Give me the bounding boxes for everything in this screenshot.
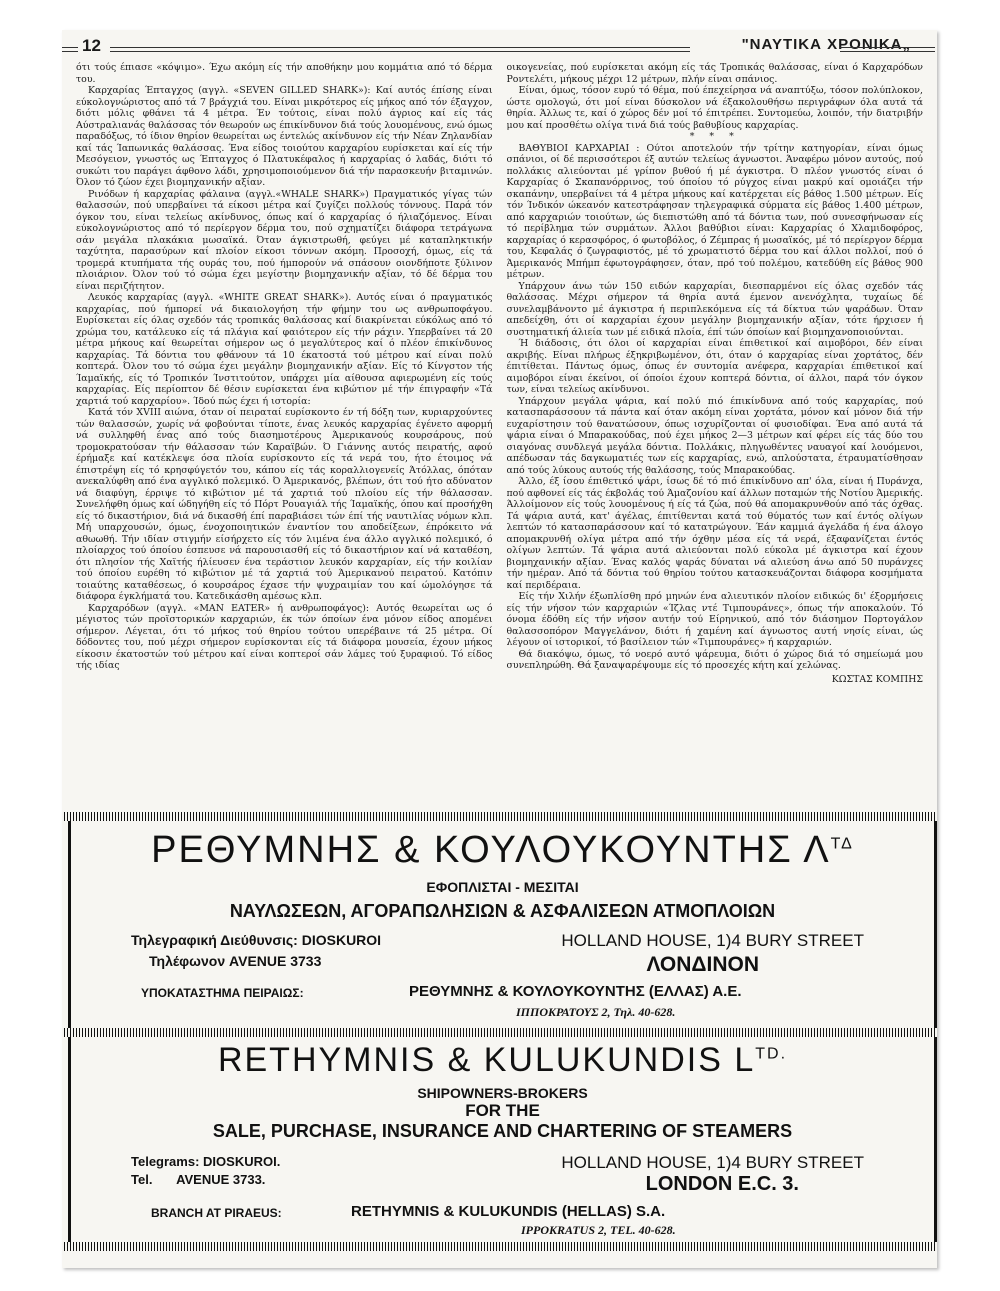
article-body (76, 62, 923, 806)
ad-english-branch-label: BRANCH AT PIRAEUS: (151, 1206, 282, 1220)
header-rule-left (62, 47, 78, 52)
ad-greek-subtitle: ΕΦΟΠΛΙΣΤΑΙ - ΜΕΣΙΤΑΙ (426, 879, 579, 895)
ad-english-services: SALE, PURCHASE, INSURANCE AND CHARTERING OF STEAMERS (212, 1121, 793, 1141)
ad-english (68, 1037, 937, 1242)
ad-english-address: HOLLAND HOUSE, 1)4 BURY STREET (561, 1153, 864, 1172)
article-paragraph: Λευκός καρχαρίας (αγγλ. «WHITE GREAT SHARK»). Αυτός είναι ό πραγματικός καρχαρίας, πού ήμπορεί νά δικαιολογήση τήν φήμην του ως ανθρωποφάγου. Ευρίσκεται είς όλας σχεδόν τάς τροπικάς θαλάσσας καί διακρίνεται εύκόλως από τό χρώμα του, κατάλευκο είς τά πλάγια καί φαιότερον είς τήν ράχιν. Υπερβαίνει τά 20 μέτρα μήκους καί θεωρείται σήμερον ως ό μεγαλύτερος καί ό πλέον έπικίνδυνος καρχαρίας. Τά δόντια του φθάνουν τά 10 έκατοστά τού μέτρου καί είναι πολύ κοπτερά. Όλον του τό σώμα έχει μεγάλην βιομηχανικήν αξίαν. Είς τό Κίνγστον τής Ίαμαϊκής, είς τό Τροπικόν Ίνστιτούτον, υπάρχει μία αίθουσα αφιερωμένη είς τούς καρχαρίας. Είς περίοπτον δέ θέσιν ευρίσκεται ένα κιβώτιον μέ τήν έπιγραφήν «Τά χαρτιά τού καρχαρίου». Ίδού πώς έχει ή ιστορία: (76, 292, 493, 407)
ad-border-top (64, 812, 935, 821)
section-divider-stars: * * * (689, 131, 740, 142)
ad-english-branch-name: RETHYMNIS & KULUKUNDIS (HELLAS) S.A. (351, 1203, 666, 1220)
article-paragraph: Άλλο, έξ ίσου έπιθετικό ψάρι, ίσως δέ τό πιό έπικίνδυνο απ' όλα, είναι ή Πυράνχα, πού αφθονεί είς τάς έκβολάς τού Άμαζονίου καί άλλων ποταμών τής Νοτίου Άμερικής. Άλλοίμονον είς τούς λουομένους ή είς τά ζώα, πού θά απομακρυνθούν από τάς όχθας. Τά ψάρια αυτά, κατ' άγέλας, έπιτίθενται κατά τού θύματός των καί έντός ολίγων λεπτών τό κατασπαράσσουν καί τό κατατρώγουν. Έάν καμμιά άγελάδα ή ένα άλογο απομακρυνθή ολίγα μέτρα από τήν όχθην μέσα είς τά νερά, έξαφανίζεται έντός ολίγων λεπτών. Τά ψάρια αυτά αλιεύονται πολύ εύκολα μέ άγκιστρα καί έχουν βιομηχανικήν αξίαν. Ένας καλός ψαράς δύναται νά αλιεύση άνω από 50 πυράνχες τήν ημέραν. Από τά δόντια τού θηρίου τούτου κατασκευάζονται διάφορα κοσμήματα καί περιδέραια. (506, 476, 923, 591)
ad-greek-address: HOLLAND HOUSE, 1)4 BURY STREET (561, 931, 864, 950)
article-paragraph: Ρινόδων ή καρχαρίας φάλαινα (αγγλ.«WHALE SHARK») Πραγματικός γίγας τών θαλασσών, πού υπερβαίνει τά είκοσι μέτρα καί ζυγίζει πολλούς τόννους. Παρά τόν όγκον του, είναι τελείως ακίνδυνος, όπως καί ό καρχαρίας ό ήλιαζόμενος. Είναι εύκολογνώριστος από τό περίεργον δέρμα του, πού σχηματίζει διάφορα τετράγωνα σάν μεγάλα πλακάκια μωσαϊκά. Όταν άγκιστρωθή, φεύγει μέ καταπληκτικήν ταχύτητα, παρασύρων καί πλοίον είκοσι τόννων ακόμη. Προσοχή, όμως, είς τά τρομερά κτυπήματα τής ουράς του, πού ήμπορούν νά σπάσουν οιονδήποτε ξύλινον πλοιάριον. Όλον τού τό σώμα έχει μεγίστην βιομηχανικήν αξίαν, τό δέ δέρμα του είναι περιζήτητον. (76, 188, 493, 292)
article-paragraph: Καρχαρόδων (αγγλ. «MAN EATER» ή ανθρωποφάγος): Αυτός θεωρείται ως ό μέγιστος τών προϊστορικών καρχαριών, έκ τών όποίων ένα μόνον είδος απομένει σήμερον. Λέγεται, ότι τό μήκος τού θηρίου τούτου υπερέβαινε τά 25 μέτρα. Οί δόδοντες του, πού μέχρι σήμερον ευρίσκονται είς τά διάφορα μουσεία, έχουν μήκος είκοσιν έκατοστών τού μέτρου καί είναι κοπτεροί σάν λάμες τού ξυραφιού. Τό είδος τής ιδίας (76, 602, 493, 671)
header-rule-right (840, 47, 935, 52)
article-paragraph: οικογενείας, πού ευρίσκεται ακόμη είς τάς Τροπικάς θαλάσσας, είναι ό Καρχαρόδων Ροντελέτι, μήκους μέχρι 12 μέτρων, πλήν είναι σπάνιος. (506, 62, 923, 85)
ad-greek-branch-label: ΥΠΟΚΑΤΑΣΤΗΜΑ ΠΕΙΡΑΙΩΣ: (141, 986, 304, 1000)
ad-greek-branch-address: ΙΠΠΟΚΡΑΤΟΥΣ 2, Τηλ. 40-628. (516, 1005, 676, 1019)
ad-english-branch-address: IPPOKRATUS 2, TEL. 40-628. (521, 1223, 676, 1237)
article-paragraph: Υπάρχουν άνω τών 150 ειδών καρχαρίαι, διεσπαρμένοι είς όλας σχεδόν τάς θαλάσσας. Μέχρι σήμερον τά θηρία αυτά έμενον ανενόχλητα, τυχαίως δέ συνελαμβάνοντο μέ άγκιστρα ή περιπλεκόμενα είς τά δίκτυα τών ψαράδων. Όταν απεδείχθη, ότι οί καρχαρίαι έχουν μεγάλην βιομηχανικήν αξίαν, τότε ήρχισεν ή συστηματική άλιεία των μέ ειδικά πλοία, έπί τών όποίων καί βιομηχανοποιούνται. (506, 280, 923, 338)
article-column-left (76, 62, 493, 806)
ad-greek-ltd-suffix: ΤΔ (830, 835, 854, 853)
ad-english-for-the: FOR THE (465, 1101, 540, 1120)
article-column-right (507, 62, 924, 806)
article-paragraph: Είς τήν Χιλήν έξωπλίσθη πρό μηνών ένα αλιευτικόν πλοίον ειδικώς δι' έξορμήσεις είς τήν νήσον τών καρχαριών «Ίζλας ντέ Τιμπουράνες», όπως τήν αποκαλούν. Τό όνομα έδόθη είς τήν νήσον αυτήν τού Είρηνικού, από τόν διάσημον Πορτογάλον θαλασσοπόρον Μαγγελάνον, διότι ή χαμένη καί άγνωστος αυτή νησίς είναι, ώς λέγουν οί ιστορικοί, τό βασίλειον τών «Τιμπουράνες» ή καρχαριών. (506, 591, 923, 648)
header-rule-middle (110, 47, 690, 52)
ad-english-subtitle: SHIPOWNERS-BROKERS (417, 1085, 588, 1101)
article-paragraph: Κατά τόν XVIII αιώνα, όταν οί πειραταί ευρίσκοντο έν τή δόξη των, κυριαρχούντες τών θαλασσών, χωρίς νά φοβούνται τίποτε, ένας λευκός καρχαρίας έγένετο αφορμή νά συλληφθή ένας από τούς διασημοτέρους Άμερικανούς κουρσάρους, πού τρομοκρατούσαν τήν θάλασσαν τών Καραϊβών. Ό Γιάννης αυτός πειρατής, αφού έρήμαξε καί κατέκλεψε όσα πλοία ευρίσκοντο είς τά νερά του, ήτο έτοιμος νά έπιστρέψη είς τό κρησφύγετόν του, κάπου είς τάς κοραλλιογενείς Άτόλλας, όπόταν ανεκαλύφθη από ένα αγγλικό πολεμικό. Ό Άμερικανός, βλέπων, ότι τού ήτο αδύνατον νά διαφύγη, έρριψε τό κιβώτιον μέ τά χαρτιά τού πλοίου είς τήν θάλασσαν. Συνελήφθη όμως καί ώδηγήθη είς τό Πόρτ Ρουαγιάλ τής Ίαμαϊκής, όπου καί προσήχθη είς τό δικαστήριον, διά νά δικασθή έπί παραβιάσει τών έπί τής ναυτιλίας νόμων κλπ. Μή υπαρχουσών, όμως, ένοχοποιητικών έναντίον του αποδείξεων, έπρόκειτο νά αθωωθή. Τήν ιδίαν στιγμήν είσήρχετο είς τόν λιμένα ένα άλλο αγγλικό πολεμικό, ό πλοίαρχος τού όποίου έσπευσε νά παρουσιασθή είς τό δικαστήριον καί νά καταθέση, ότι πλησίον τής Χαϊτής ήλίευσεν ένα τεράστιον λευκόν καρχαρίαν, είς τήν κοιλίαν τού όποίου ευρέθη τό κιβώτιον μέ τά χαρτιά τού Άμερικανού πειρατού. Κατόπιν τοιαύτης καταθέσεως, ό κουρσάρος έχασε τήν ψυχραιμίαν του καί ώμολόγησε τά διάφορα έγκλήματά του. Κατεδικάσθη αμέσως κλπ. (76, 407, 493, 602)
article-paragraph: ΒΑΘΥΒΙΟΙ ΚΑΡΧΑΡΙΑΙ : Ούτοι αποτελούν τήν τρίτην κατηγορίαν, είναι όμως σπάνιοι, οί δέ περισσότεροι έξ αυτών τελείως άγνωστοι. Άναφέρω μόνον αυτούς, πού πολλάκις αλιεύονται μέ γρίπον βυθού ή μέ άγκιστρα. Ό πλέον γνωστός είναι ό Καρχαρίας ό Σκαπανόρρινος, τού όποίου τό ρύγχος είναι μακρύ καί ομοιάζει τήν σκαπάνην, υπερβαίνει τά 4 μέτρα μήκους καί κατέρχεται είς βάθος 1.500 μέτρων. Είς τόν Ίνδικόν ώκεανόν κατεστράφησαν τηλεγραφικά σύρματα είς βάθος 1.400 μέτρων, από καρχαριών τοιούτων, ώς διεπιστώθη από τά δόντια των, πού συνεσφήνωσαν είς τό περίβλημα τών συρμάτων. Άλλοι βαθύβιοι είναι: Καρχαρίας ό Χλαμιδοφόρος, καρχαρίας ό κερασφόρος, ό φωτοβόλος, ό Ζέμπρας ή μωσαϊκός, μέ τό περίεργον δέρμα του, Κεφαλάς ό ζωγραφιστός, μέ τό χρωματιστό δέρμα του καί άλλοι πολλοί, πού ό Άμερικανός Μπήμπ έφωτογράφησεν, όταν, πρό τού πολέμου, κατεδύθη είς βάθος 900 μέτρων. (506, 142, 923, 280)
ad-english-ltd-suffix: TD. (755, 1045, 788, 1063)
ad-greek-branch-name: ΡΕΘΥΜΝΗΣ & ΚΟΥΛΟΥΚΟΥΝΤΗΣ (ΕΛΛΑΣ) Α.Ε. (409, 983, 742, 1000)
ad-english-city: LONDON E.C. 3. (645, 1173, 799, 1195)
article-paragraph: Υπάρχουν μεγάλα ψάρια, καί πολύ πιό έπικίνδυνα από τούς καρχαρίας, πού κατασπαράσσουν τά πάντα καί όταν ακόμη είναι χορτάτα, μόνον καί μόνον διά τήν ευχαρίστησιν τού θανατώσουν, όπως ισχυρίζονται οί φυσιοδίφαι. Ένα από αυτά τά ψάρια είναι ό Μπαρακούδας, πού έχει μήκος 2—3 μέτρων καί φέρει είς τάς δύο του σιαγόνας συνδλεγά μεγάλα δόντια. Πολλάκις, πληγωθέντες ναυαγοί καί λουόμενοι, απέδωσαν τάς δαγκωματιές των είς καρχαρίας, ενώ, απλούστατα, έτραυματίσθησαν από τούς λύκους αυτούς τής θαλάσσης, τούς Μπαρακούδας. (506, 395, 923, 476)
page-header (62, 36, 937, 62)
article-paragraph: ότι τούς έπιασε «κόψιμο». Έχω ακόμη είς τήν αποθήκην μου κομμάτια από τό δέρμα του. (76, 62, 493, 85)
ad-greek-telegraph: Τηλεγραφική Διεύθυνσις: DIOSKUROI (131, 932, 382, 948)
ad-greek (68, 821, 937, 1028)
article-paragraph: Θά διακόψω, όμως, τό νοερό αυτό ψάρευμα, διότι ό χώρος διά τό σημείωμά μου συνεπληρώθη. Θά ξαναψαρέψουμε είς τό προσεχές κήτη καί χελώνας. (506, 648, 923, 671)
ad-english-telegrams: Telegrams: DIOSKUROI. (131, 1154, 281, 1169)
article-paragraph: Ή διάδοσις, ότι όλοι οί καρχαρίαι είναι έπιθετικοί καί αιμοβόροι, δέν είναι ακριβής. Είναι πλήρως έξηκριβωμένον, ότι, όταν ό καρχαρίας είναι χορτάτος, δέν έπιτίθεται. Πάντως όμως, όπως έν συντομία ανέφερα, καρχαρίαι έπιθετικοί καί αιμοβόροι είναι έκείνοι, οί όποίοι έχουν κοπτερά δόντια, οί άλλοι, παρά τόν όγκον των, είναι τελείως ακίνδυνοι. (506, 338, 923, 395)
article-paragraph: Είναι, όμως, τόσον ευρύ τό θέμα, πού έπεχείρησα νά αναπτύξω, τόσον πολύπλοκον, ώστε ομολογώ, ότι μοί είναι δύσκολον νά έξακολουθήσω περιγράφων όλα αυτά τά θηρία. Άλλως τε, καί ό χώρος δέν μοί τό έπιτρέπει. Συντομεύω, λοιπόν, τήν διατριβήν μου καί προσθέτω ολίγα τινά διά τούς βαθυβίους καρχαρίας. (506, 85, 923, 131)
ad-greek-company: ΡΕΘΥΜΝΗΣ & ΚΟΥΛΟΥΚΟΥΝΤΗΣ $\Lambda^{T\Delta}$ (151, 829, 854, 871)
magazine-title: "ΝΑΥΤΙΚΑ ΧΡΟΝΙΚΑ„ (741, 36, 911, 53)
ad-greek-services: ΝΑΥΛΩΣΕΩΝ, ΑΓΟΡΑΠΩΛΗΣΙΩΝ & ΑΣΦΑΛΙΣΕΩΝ ΑΤΜΟΠΛΟΙΩΝ (229, 901, 776, 921)
article-paragraph: Καρχαρίας Έπταγχος (αγγλ. «SEVEN GILLED SHARK»): Καί αυτός έπίσης είναι εύκολογνώριστος από τά 7 βράγχιά του. Είναι μικρότερος είς μήκος από τόν έξαγχον, διότι μόλις φθάνει τά 4 μέτρα. Έν τούτοις, είναι πολύ άγριος καί είς τάς Αύστραλιανάς θαλάσσας τόν θεωρούν ως έπικίνδυνον διά τούς λουομένους, ενώ όμως παραδόξως, τό ίδιον θηρίον θεωρείται ως έντελώς ακίνδυνον είς τήν Νέαν Ζηλανδίαν καί τάς Ίαπωνικάς θαλάσσας. Ένα είδος τοιούτου καρχαρίου ευρίσκεται καί είς τήν Μεσόγειον, γνωστός ως Έπταγχος ό Πλατυκέφαλος ή καρχαρίας ό λαδάς, διότι τό συκώτι του παράγει άφθονο λάδι, χρησιμοποιούμενον διά τήν παρασκευήν βιταμινών. Όλον τό ζώον έχει βιομηχανικήν αξίαν. (76, 85, 493, 188)
ad-border-bottom (64, 1242, 935, 1251)
ad-english-tel: Tel. AVENUE 3733. (131, 1172, 266, 1187)
magazine-page (62, 30, 937, 1268)
ad-greek-city: ΛΟΝΔΙΝΟΝ (646, 953, 759, 976)
ad-greek-phone: Τηλέφωνον AVENUE 3733 (149, 953, 322, 969)
author-signature: ΚΩΣΤΑΣ ΚΟΜΠΗΣ (831, 673, 923, 685)
page-number: 12 (82, 36, 101, 55)
ad-english-company: RETHYMNIS & KULUKUNDIS $L^{TD.}$ (217, 1041, 788, 1079)
ad-divider (64, 1028, 935, 1037)
